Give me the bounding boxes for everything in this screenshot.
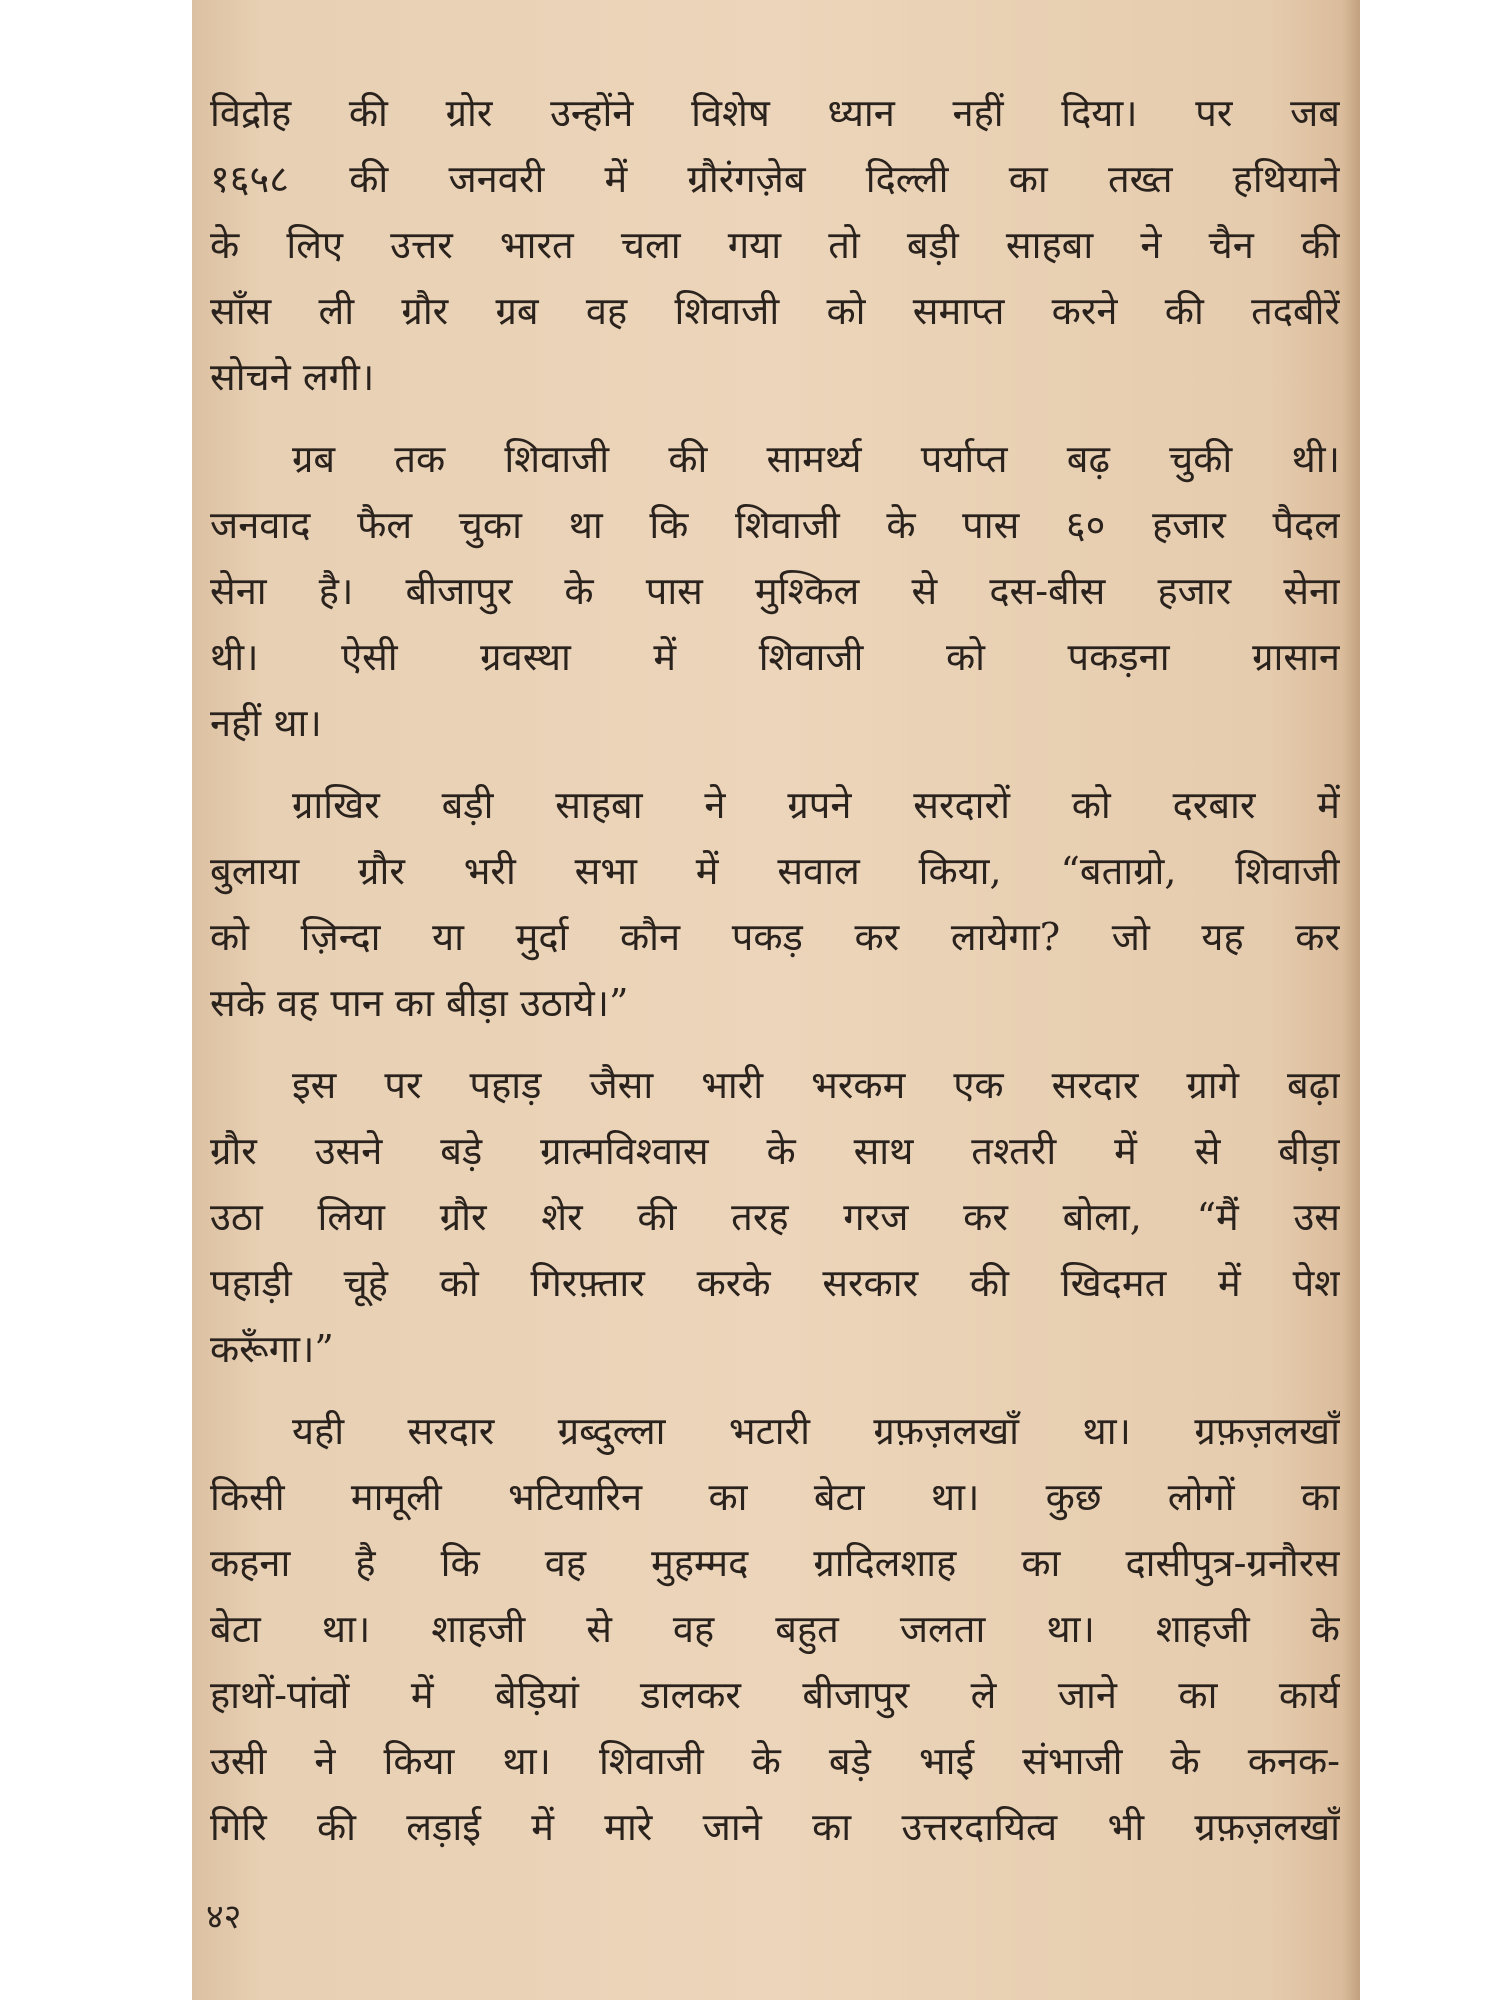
text-line: सेना है। बीजापुर के पास मुश्किल से दस-बीस हजार सेना [210,569,1340,613]
text-line: नहीं था। [210,701,322,745]
text-line: के लिए उत्तर भारत चला गया तो बड़ी साहबा ने चैन की [210,223,1340,267]
text-line: ग्रब तक शिवाजी की सामर्थ्य पर्याप्त बढ़ चुकी थी। [292,437,1340,481]
page-edge-shadow [1342,0,1360,2000]
text-line: बेटा था। शाहजी से वह बहुत जलता था। शाहजी के [210,1607,1340,1651]
text-line: गिरि की लड़ाई में मारे जाने का उत्तरदायित्व भी ग्रफ़ज़लखाँ [210,1805,1340,1849]
text-line: पहाड़ी चूहे को गिरफ़्तार करके सरकार की खिदमत में पेश [210,1261,1340,1305]
text-line: ग्राखिर बड़ी साहबा ने ग्रपने सरदारों को दरबार में [292,783,1340,827]
paragraph [210,80,1340,410]
text-line: बुलाया ग्रौर भरी सभा में सवाल किया, “बताग्रो, शिवाजी [210,849,1340,893]
paragraph [210,772,1340,1036]
text-line: जनवाद फैल चुका था कि शिवाजी के पास ६० हजार पैदल [210,503,1340,547]
text-line: किसी मामूली भटियारिन का बेटा था। कुछ लोगों का [210,1475,1340,1519]
text-line: थी। ऐसी ग्रवस्था में शिवाजी को पकड़ना ग्रासान [210,635,1340,679]
text-line: ग्रौर उसने बड़े ग्रात्मविश्वास के साथ तश्तरी में से बीड़ा [210,1129,1340,1173]
text-line: साँस ली ग्रौर ग्रब वह शिवाजी को समाप्त करने की तदबीरें [210,289,1340,333]
paragraph [210,1398,1340,1860]
text-line: को ज़िन्दा या मुर्दा कौन पकड़ कर लायेगा? जो यह कर [210,915,1340,959]
text-line: यही सरदार ग्रब्दुल्ला भटारी ग्रफ़ज़लखाँ था। ग्रफ़ज़लखाँ [292,1409,1340,1453]
body-text [210,80,1340,1876]
text-line: हाथों-पांवों में बेड़ियां डालकर बीजापुर ले जाने का कार्य [210,1673,1340,1717]
text-line: विद्रोह की ग्रोर उन्होंने विशेष ध्यान नहीं दिया। पर जब [210,91,1340,135]
text-line: उठा लिया ग्रौर शेर की तरह गरज कर बोला, “मैं उस [210,1195,1340,1239]
text-line: कहना है कि वह मुहम्मद ग्रादिलशाह का दासीपुत्र-ग्रनौरस [210,1541,1340,1585]
text-line: सके वह पान का बीड़ा उठाये।” [210,981,629,1025]
text-line: उसी ने किया था। शिवाजी के बड़े भाई संभाजी के कनक- [210,1739,1340,1783]
text-line: इस पर पहाड़ जैसा भारी भरकम एक सरदार ग्रागे बढ़ा [292,1063,1340,1107]
text-line: १६५८ की जनवरी में ग्रौरंगज़ेब दिल्ली का तख्त हथियाने [210,157,1340,201]
paragraph [210,426,1340,756]
paragraph [210,1052,1340,1382]
text-line: करूँगा।” [210,1327,334,1371]
page-number: ४२ [206,1897,242,1937]
text-line: सोचने लगी। [210,355,375,399]
